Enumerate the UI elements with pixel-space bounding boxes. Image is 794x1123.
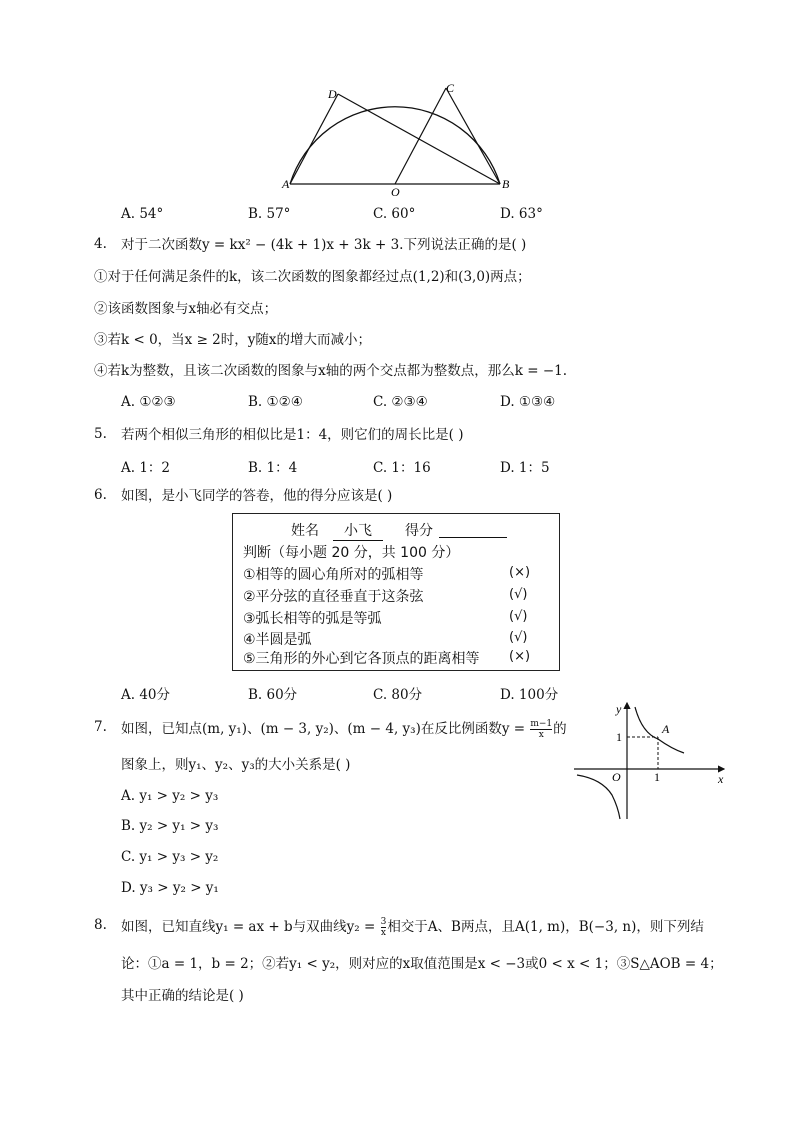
label-O: O	[391, 185, 400, 199]
q3-option-a[interactable]: A. 54°	[121, 206, 164, 222]
q4-option-a[interactable]: A. ①②③	[121, 394, 176, 410]
answer-sheet-score-blank	[439, 537, 507, 538]
answer-sheet-item-2: ②平分弦的直径垂直于这条弦	[243, 589, 424, 605]
q3-option-d[interactable]: D. 63°	[500, 206, 543, 222]
q8-line1: 如图，已知直线y₁ = ax + b与双曲线y₂ =	[121, 919, 380, 935]
q8-number: 8.	[94, 917, 107, 933]
q4-statement-2: ②该函数图象与x轴必有交点；	[94, 301, 278, 317]
q7-frac-den: x	[538, 730, 544, 740]
q4-option-b[interactable]: B. ①②④	[248, 394, 303, 410]
q4-statement-1: ①对于任何满足条件的k，该二次函数的图象都经过点(1,2)和(3,0)两点；	[94, 269, 531, 285]
answer-sheet-mark-4: (√)	[509, 630, 528, 645]
answer-sheet-box	[232, 513, 560, 671]
q7-option-d[interactable]: D. y₃ > y₂ > y₁	[121, 880, 219, 896]
q7-tick-x-label: 1	[654, 770, 660, 784]
answer-sheet-mark-2: (√)	[509, 587, 528, 602]
q7-option-c[interactable]: C. y₁ > y₃ > y₂	[121, 849, 219, 865]
answer-sheet-name-value: 小飞	[333, 520, 383, 541]
label-A: A	[282, 177, 290, 191]
answer-sheet-mark-5: (×)	[509, 649, 531, 664]
q7-y-axis-label: y	[616, 702, 622, 716]
q5-stem: 若两个相似三角形的相似比是1：4，则它们的周长比是( )	[121, 427, 464, 443]
q5-option-b[interactable]: B. 1：4	[248, 460, 298, 476]
q5-option-d[interactable]: D. 1：5	[500, 460, 550, 476]
q8-frac-num: 3	[380, 917, 387, 927]
q6-number: 6.	[94, 487, 107, 503]
q6-option-c[interactable]: C. 80分	[373, 687, 423, 703]
q3-option-c[interactable]: C. 60°	[373, 206, 416, 222]
q8-frac-den: x	[380, 928, 386, 938]
q4-option-c[interactable]: C. ②③④	[373, 394, 428, 410]
q6-option-b[interactable]: B. 60分	[248, 687, 298, 703]
q7-x-axis-label: x	[718, 772, 724, 786]
q4-statement-3: ③若k < 0，当x ≥ 2时，y随x的增大而减小；	[94, 332, 372, 348]
q7-origin-label: O	[612, 770, 621, 784]
label-D: D	[328, 87, 337, 101]
answer-sheet-item-5: ⑤三角形的外心到它各顶点的距离相等	[243, 651, 480, 667]
q6-option-a[interactable]: A. 40分	[121, 687, 171, 703]
q7-stem-line2: 图象上，则y₁、y₂、y₃的大小关系是( )	[121, 757, 351, 773]
q5-option-c[interactable]: C. 1：16	[373, 460, 431, 476]
q6-stem: 如图，是小飞同学的答卷，他的得分应该是( )	[121, 488, 393, 504]
q7-number: 7.	[94, 719, 107, 735]
answer-sheet-mark-3: (√)	[509, 609, 528, 624]
q4-number: 4.	[94, 236, 107, 252]
q5-number: 5.	[94, 426, 107, 442]
q8-line3: 其中正确的结论是( )	[121, 988, 244, 1004]
q7-stem-end: 的	[553, 721, 567, 737]
q8-line1-end: 相交于A、B两点，且A(1, m)，B(−3, n)，则下列结	[387, 919, 704, 935]
label-C: C	[446, 81, 455, 95]
answer-sheet-heading: 判断（每小题 20 分，共 100 分）	[243, 545, 460, 561]
q7-tick-y-label: 1	[616, 730, 622, 744]
q5-option-a[interactable]: A. 1：2	[121, 460, 171, 476]
answer-sheet-mark-1: (×)	[509, 565, 531, 580]
answer-sheet-item-1: ①相等的圆心角所对的弧相等	[243, 567, 424, 583]
q7-point-a-label: A	[662, 722, 670, 736]
q7-fraction	[530, 719, 552, 740]
answer-sheet-score-label: 得分	[405, 523, 433, 539]
q4-stem: 对于二次函数y = kx² − (4k + 1)x + 3k + 3.下列说法正确的是( )	[121, 237, 527, 253]
q8-line2: 论：①a = 1，b = 2；②若y₁ < y₂，则对应的x取值范围是x < −3或0 < x < 1；③S△AOB = 4；	[121, 956, 723, 972]
answer-sheet-item-3: ③弧长相等的弧是等弧	[243, 611, 382, 627]
answer-sheet-item-4: ④半圆是弧	[243, 632, 312, 648]
q4-statement-4: ④若k为整数，且该二次函数的图象与x轴的两个交点都为整数点，那么k = −1.	[94, 363, 568, 379]
q4-option-d[interactable]: D. ①③④	[500, 394, 556, 410]
q7-option-a[interactable]: A. y₁ > y₂ > y₃	[121, 788, 219, 804]
q6-option-d[interactable]: D. 100分	[500, 687, 559, 703]
q3-option-b[interactable]: B. 57°	[248, 206, 291, 222]
label-B: B	[502, 177, 510, 191]
q7-option-b[interactable]: B. y₂ > y₁ > y₃	[121, 818, 219, 834]
q3-semicircle-figure	[270, 70, 530, 200]
q7-frac-num: m−1	[530, 719, 553, 729]
q8-fraction	[381, 917, 387, 938]
q7-hyperbola-figure	[572, 697, 732, 822]
answer-sheet-name-label: 姓名	[291, 523, 319, 539]
q7-stem-line1: 如图，已知点(m, y₁)、(m − 3, y₂)、(m − 4, y₃)在反比例函数y =	[121, 721, 530, 737]
